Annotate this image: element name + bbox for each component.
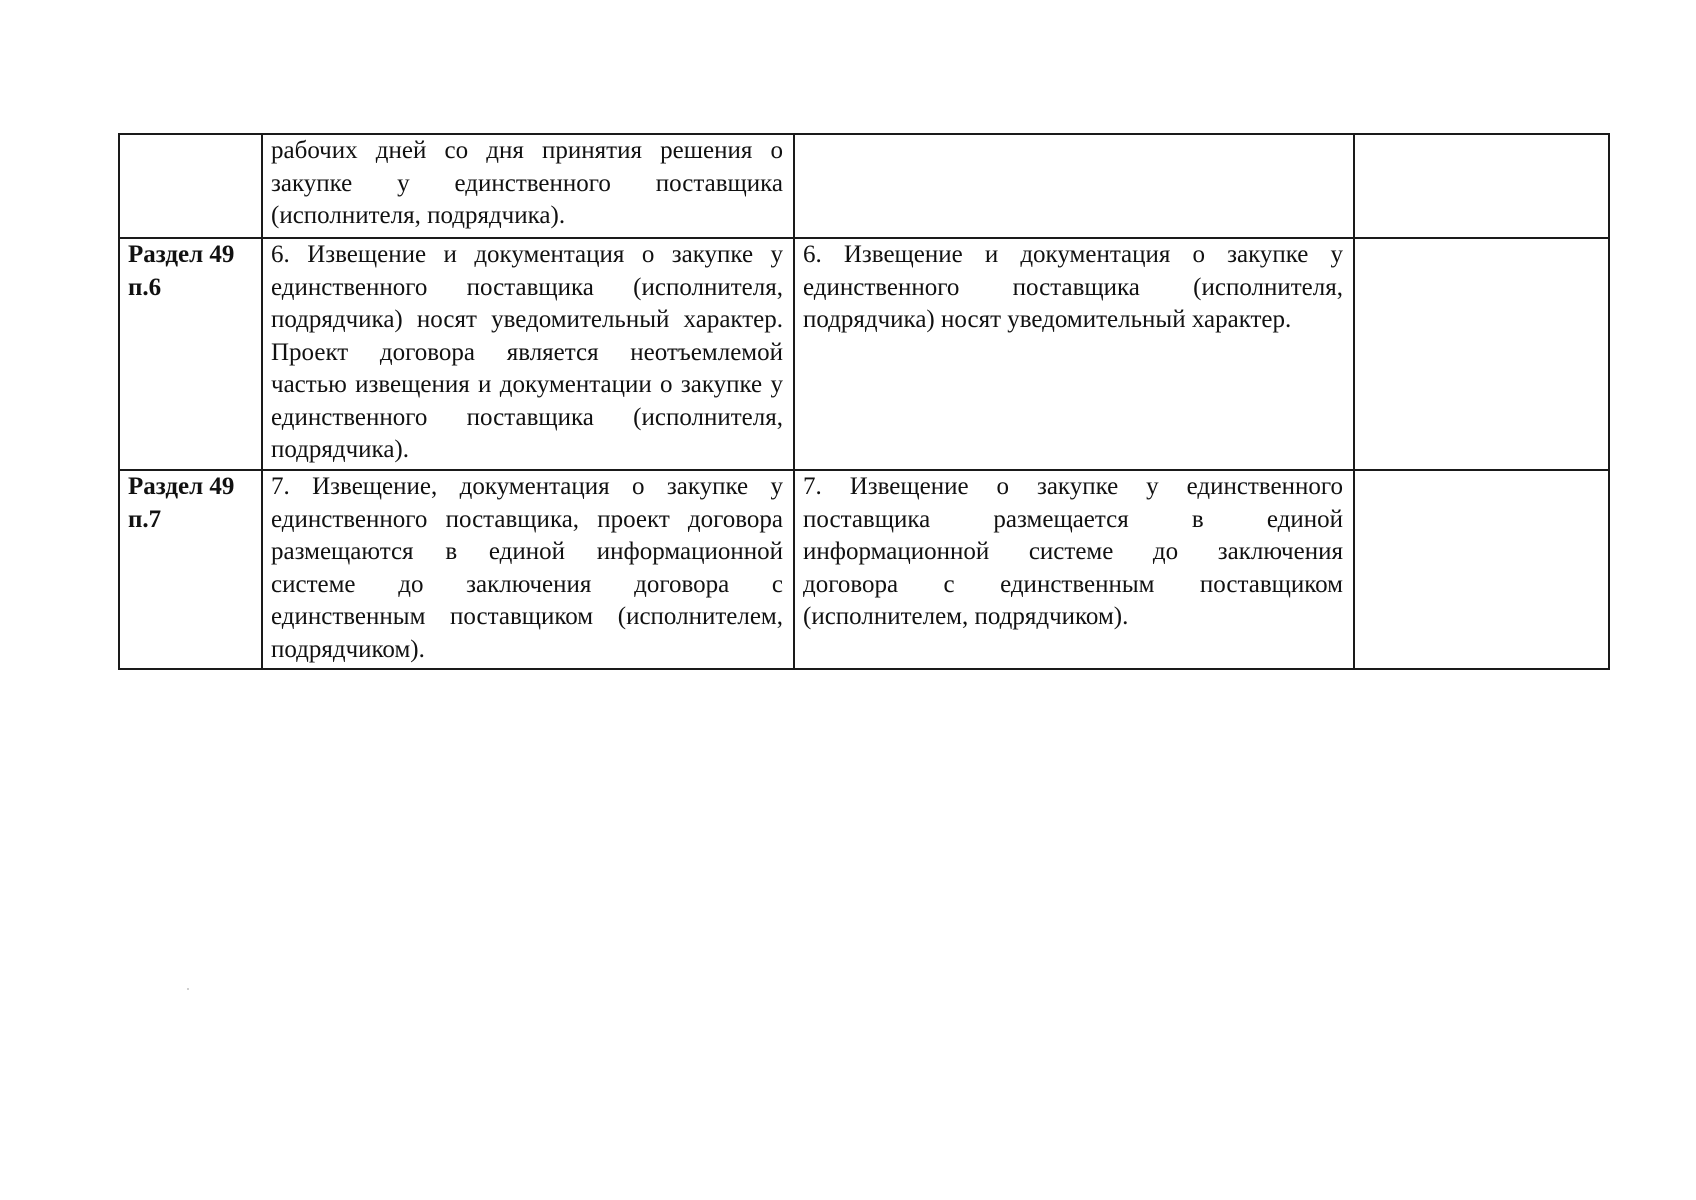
note-cell — [1354, 238, 1609, 470]
new-text-cell: 6. Извещение и документация о закупке у единственного поставщика (исполнителя, подрядчика) носят уведомительный характер. — [794, 238, 1354, 470]
section-title: Раздел 49 — [128, 473, 235, 500]
section-item: п.6 — [128, 273, 162, 301]
table-row — [119, 134, 1609, 238]
section-item: п.7 — [128, 505, 162, 533]
note-cell — [1354, 134, 1609, 238]
new-text-cell — [794, 134, 1354, 238]
note-cell — [1354, 470, 1609, 669]
section-cell — [119, 238, 262, 470]
old-text-cell: рабочих дней со дня принятия решения о закупке у единственного поставщика (исполнителя, подрядчика). — [262, 134, 794, 238]
table-row — [119, 238, 1609, 470]
new-text-cell: 7. Извещение о закупке у единственного поставщика размещается в единой информационной системе до заключения договора с единственным поставщиком (исполнителем, подрядчиком). — [794, 470, 1354, 669]
amendments-table — [118, 133, 1610, 670]
section-cell — [119, 470, 262, 669]
old-text-cell: 6. Извещение и документация о закупке у единственного поставщика (исполнителя, подрядчика) носят уведомительный характер. Проект договора является неотъемлемой частью извещения и документации о закупке у единственного поставщика (исполнителя, подрядчика). — [262, 238, 794, 470]
old-text-cell: 7. Извещение, документация о закупке у единственного поставщика, проект договора размещаются в единой информационной системе до заключения договора с единственным поставщиком (исполнителем, подрядчиком). — [262, 470, 794, 669]
table-row — [119, 470, 1609, 669]
scan-speck — [187, 988, 189, 990]
section-cell — [119, 134, 262, 238]
section-title: Раздел 49 — [128, 241, 235, 268]
